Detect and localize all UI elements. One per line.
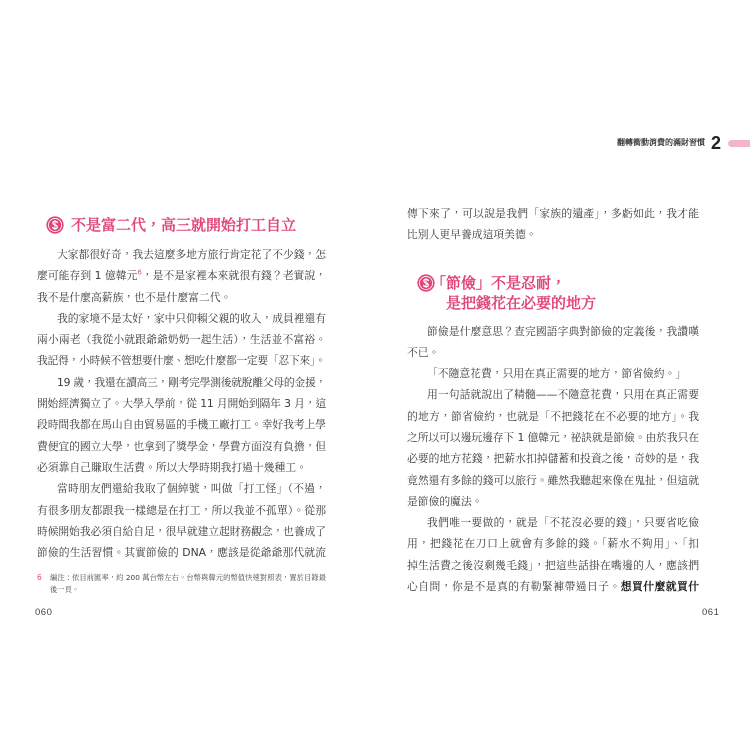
text-line: 比別人更早養成這項美德。	[407, 227, 537, 241]
text-segment: 麼可能存到 1 億韓元	[37, 269, 138, 283]
text-line: 竟然還有多餘的錢可以旅行。雖然我聽起來像在鬼扯，但這就	[407, 473, 699, 487]
text-line: 段時間我都在馬山自由貿易區的手機工廠打工。幸好我考上學	[37, 418, 326, 432]
text-segment: ，是不是家裡本來就很有錢？老實說，	[141, 269, 327, 283]
text-line: 節儉的生活習慣。其實節儉的 DNA，應該是從爺爺那代就流	[37, 546, 326, 560]
text-line: 我們唯一要做的，就是「不花沒必要的錢」，只要省吃儉	[427, 516, 699, 530]
text-segment: 心自問，你是不是真的有勒緊褲帶過日子。	[407, 580, 621, 594]
text-line: 的地方，節省儉約，也就是「不把錢花在不必要的地方」。我	[407, 409, 699, 423]
text-line: 節儉是什麼意思？查完國語字典對節儉的定義後，我讚嘆	[427, 324, 699, 338]
chapter-tab	[728, 140, 750, 147]
page-number: 060	[35, 607, 53, 618]
footnote-number: 6	[37, 573, 42, 582]
dollar-coin-icon	[46, 216, 64, 234]
chapter-title: 翻轉衝動消費的滿財習慣	[617, 138, 705, 147]
section-heading: 不是富二代，高三就開始打工自立	[71, 216, 297, 234]
chapter-number: 2	[711, 133, 722, 153]
text-line: 是節儉的魔法。	[407, 494, 483, 508]
footnote	[50, 572, 326, 596]
body-text	[407, 321, 699, 598]
text-line: 開始經濟獨立了。大學入學前，從 11 月開始到隔年 3 月，這	[37, 397, 326, 411]
text-line: 後一頁。	[50, 585, 80, 594]
text-line: 之所以可以邊玩邊存下 1 億韓元，祕訣就是節儉。由於我只在	[407, 430, 699, 444]
text-line: 用一句話就說出了精髓——不隨意花費，只用在真正需要	[427, 388, 699, 402]
text-line: 用，把錢花在刀口上就會有多餘的錢。「薪水不夠用」、「扣	[407, 537, 699, 551]
text-line: 我的家境不是太好，家中只仰賴父親的收入，成員裡還有	[57, 311, 326, 325]
text-line	[37, 265, 326, 286]
text-line: 必須靠自己賺取生活費。所以大學時期我打過十幾種工。	[37, 460, 307, 474]
text-line: 時候開始我必須自給自足，很早就建立起財務觀念，也養成了	[37, 524, 326, 538]
continued-text	[407, 203, 699, 246]
text-line: 「不隨意花費，只用在真正需要的地方，節省儉約。」	[427, 367, 687, 381]
page-number: 061	[702, 607, 720, 618]
text-line: 傳下來了，可以說是我們「家族的遺產」，多虧如此，我才能	[407, 206, 699, 220]
emphasis-text: 想買什麼就買什	[620, 580, 700, 594]
section-heading-line: 是把錢花在必要的地方	[446, 294, 597, 312]
text-line: 掉生活費之後沒剩幾毛錢」，把這些話掛在嘴邊的人，應該捫	[407, 558, 699, 572]
section-heading-line: 「節儉」不是忍耐，	[431, 274, 567, 292]
body-text	[37, 244, 326, 563]
text-line: 我不是什麼高薪族，也不是什麼富二代。	[37, 290, 232, 304]
text-line: 19 歲，我還在讀高三，剛考完學測後就脫離父母的金援，	[57, 375, 326, 389]
text-line: 兩小兩老（我從小就跟爺爺奶奶一起生活），生活並不富裕。	[37, 333, 326, 347]
text-line	[407, 576, 699, 597]
text-line: 有很多朋友都跟我一樣總是在打工，所以我並不孤單）。從那	[37, 503, 326, 517]
text-line: 必要的地方花錢，把薪水扣掉儲蓄和投資之後，奇妙的是，我	[407, 452, 699, 466]
text-line: 當時朋友們還給我取了個綽號，叫做「打工怪」（不過，	[57, 482, 326, 496]
text-line: 費便宜的國立大學，也拿到了獎學金，學費方面沒有負擔，但	[37, 439, 326, 453]
footnote-ref: 6	[137, 268, 142, 277]
text-line: 我記得，小時候不管想要什麼、想吃什麼都一定要「忍下來」。	[37, 354, 326, 368]
text-line: 不已。	[407, 345, 440, 359]
text-line: 大家都很好奇，我去這麼多地方旅行肯定花了不少錢，怎	[57, 248, 326, 261]
text-line: 編注：依目前匯率，約 200 萬台幣左右。台幣與韓元的幣值快速對照表，置於目錄最	[50, 573, 326, 582]
